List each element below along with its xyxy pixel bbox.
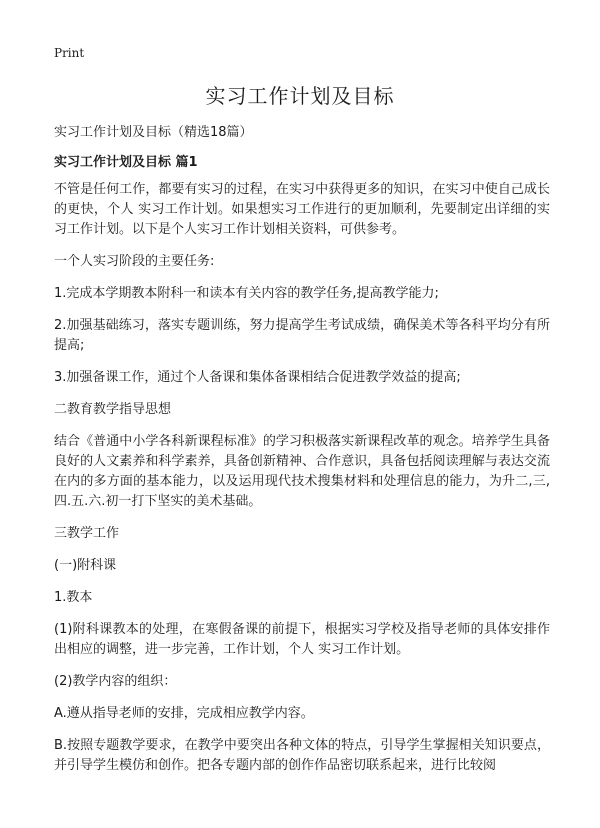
paragraph-main-tasks-heading: 一个人实习阶段的主要任务: [54,254,215,269]
print-label: Print [54,46,85,60]
paragraph-elective-course-heading: (一)附科课 [54,558,117,573]
document-body [54,180,550,788]
paragraph-textbook-handling: (1)附科课教本的处理，在寒假备课的前提下，根据实习学校及指导老师的具体安排作出相应的调整，进一步完善，工作计划，个人 实习工作计划。 [54,622,550,657]
paragraph-task-3: 3.加强备课工作，通过个人备课和集体备课相结合促进教学效益的提高; [54,370,461,385]
paragraph-content-organization: (2)教学内容的组织： [54,674,177,689]
paragraph-textbook-heading: 1.教本 [54,590,93,605]
document-subtitle: 实习工作计划及目标（精选18篇） [54,125,253,140]
paragraph-task-2: 2.加强基础练习，落实专题训练，努力提高学生考试成绩，确保美术等各科平均分有所提高; [54,318,550,353]
document-title: 实习工作计划及目标 [205,84,395,108]
paragraph-item-a: A.遵从指导老师的安排，完成相应教学内容。 [54,706,314,721]
paragraph-intro: 不管是任何工作，都要有实习的过程，在实习中获得更多的知识，在实习中使自己成长的更快，个人 实习工作计划。如果想实习工作进行的更加顺利，先要制定出详细的实习工作计划。以下是个人实习工作计划相关资料，可供参考。 [54,182,550,237]
paragraph-teaching-work-heading: 三教学工作 [54,526,120,541]
section-heading: 实习工作计划及目标 篇1 [54,155,198,170]
paragraph-item-b: B.按照专题教学要求，在教学中要突出各种文体的特点，引导学生掌握相关知识要点，并引导学生模仿和创作。把各专题内部的创作作品密切联系起来，进行比较阅 [54,738,550,773]
paragraph-guiding-ideas-heading: 二教育教学指导思想 [54,402,172,417]
paragraph-task-1: 1.完成本学期教本附科一和读本有关内容的教学任务,提高教学能力; [54,286,439,301]
paragraph-guiding-ideas: 结合《普通中小学各科新课程标准》的学习积极落实新课程改革的观念。培养学生具备良好的人文素养和科学素养，具备创新精神、合作意识，具备包括阅读理解与表达交流在内的多方面的基本能力，以及运用现代技术搜集材料和处理信息的能力，为升二,三,四.五.六.初一打下坚实的美术基础。 [54,434,550,509]
